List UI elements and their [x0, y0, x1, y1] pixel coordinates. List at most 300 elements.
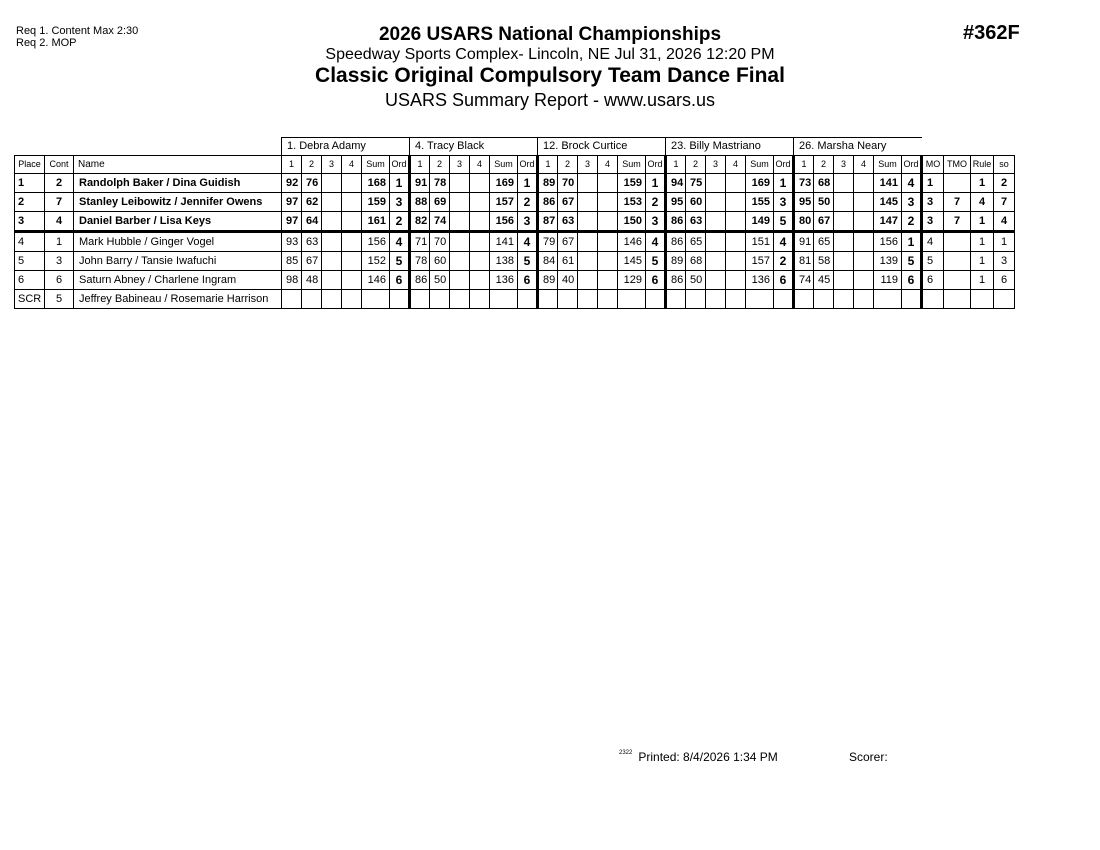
judge1-score-cell	[342, 193, 362, 212]
col-header-judge1-3: 3	[322, 156, 342, 174]
team-name-cell: Stanley Leibowitz / Jennifer Owens	[74, 193, 282, 212]
judge1-sum-cell	[362, 290, 390, 309]
col-header-judge1-ord: Ord	[390, 156, 410, 174]
judge1-ord-cell: 1	[390, 174, 410, 193]
so-cell: 2	[994, 174, 1015, 193]
judge2-score-cell	[470, 193, 490, 212]
judge4-sum-cell: 157	[746, 252, 774, 271]
rule-cell: 1	[971, 271, 994, 290]
so-cell: 1	[994, 232, 1015, 252]
col-header-judge3-sum: Sum	[618, 156, 646, 174]
mo-cell	[922, 290, 944, 309]
table-row	[15, 193, 1015, 212]
judge5-ord-cell: 4	[902, 174, 922, 193]
team-name-cell: Randolph Baker / Dina Guidish	[74, 174, 282, 193]
cont-cell: 2	[45, 174, 74, 193]
place-cell: 3	[15, 212, 45, 232]
judge5-score-cell: 91	[794, 232, 814, 252]
rule-cell: 1	[971, 212, 994, 232]
cont-cell: 3	[45, 252, 74, 271]
col-header-judge2-3: 3	[450, 156, 470, 174]
so-cell	[994, 290, 1015, 309]
requirements-block	[16, 25, 138, 49]
col-header-judge1-2: 2	[302, 156, 322, 174]
judge2-score-cell: 70	[430, 232, 450, 252]
judge4-score-cell: 75	[686, 174, 706, 193]
judge3-sum-cell: 145	[618, 252, 646, 271]
judge1-score-cell	[322, 232, 342, 252]
judge1-score-cell: 62	[302, 193, 322, 212]
col-header-judge1-1: 1	[282, 156, 302, 174]
judge5-ord-cell: 1	[902, 232, 922, 252]
judge3-score-cell	[558, 290, 578, 309]
judge5-score-cell: 74	[794, 271, 814, 290]
judge1-score-cell	[322, 193, 342, 212]
judge5-score-cell	[794, 290, 814, 309]
judge4-score-cell	[706, 174, 726, 193]
judge3-score-cell	[578, 252, 598, 271]
judge3-score-cell: 61	[558, 252, 578, 271]
judge4-ord-cell: 6	[774, 271, 794, 290]
judge2-score-cell	[450, 252, 470, 271]
table-row	[15, 174, 1015, 193]
tmo-cell	[944, 252, 971, 271]
printed-info	[619, 750, 778, 764]
col-header-judge3-4: 4	[598, 156, 618, 174]
judge3-score-cell	[538, 290, 558, 309]
rule-cell: 1	[971, 252, 994, 271]
judge4-score-cell	[726, 290, 746, 309]
judge3-score-cell	[578, 174, 598, 193]
judge2-ord-cell: 5	[518, 252, 538, 271]
judge2-score-cell: 86	[410, 271, 430, 290]
judge3-score-cell: 67	[558, 232, 578, 252]
judge3-score-cell: 89	[538, 271, 558, 290]
col-header-judge2-4: 4	[470, 156, 490, 174]
tmo-cell	[944, 174, 971, 193]
judge4-score-cell	[706, 212, 726, 232]
judge2-score-cell: 60	[430, 252, 450, 271]
judge2-score-cell	[470, 232, 490, 252]
report-header	[250, 24, 850, 111]
judge3-score-cell	[578, 212, 598, 232]
judge1-ord-cell: 6	[390, 271, 410, 290]
cont-cell: 7	[45, 193, 74, 212]
judge4-sum-cell: 155	[746, 193, 774, 212]
judge4-score-cell	[726, 174, 746, 193]
judge3-score-cell	[598, 271, 618, 290]
judge4-score-cell: 60	[686, 193, 706, 212]
rule-cell: 1	[971, 232, 994, 252]
judge3-ord-cell: 1	[646, 174, 666, 193]
judge1-sum-cell: 159	[362, 193, 390, 212]
judge2-score-cell	[450, 271, 470, 290]
judge2-score-cell	[470, 290, 490, 309]
col-header-judge5-2: 2	[814, 156, 834, 174]
judge2-score-cell	[470, 252, 490, 271]
judge5-score-cell: 73	[794, 174, 814, 193]
col-header-judge2-ord: Ord	[518, 156, 538, 174]
judge3-score-cell: 40	[558, 271, 578, 290]
col-header-judge4-3: 3	[706, 156, 726, 174]
judge2-score-cell	[450, 174, 470, 193]
judge4-score-cell: 95	[666, 193, 686, 212]
judge3-score-cell	[598, 232, 618, 252]
judge3-score-cell	[598, 212, 618, 232]
judge5-score-cell	[854, 174, 874, 193]
judge-name-3: 12. Brock Curtice	[538, 138, 666, 156]
event-title: Classic Original Compulsory Team Dance Final	[315, 64, 785, 87]
judge4-score-cell	[726, 232, 746, 252]
col-header-judge4-4: 4	[726, 156, 746, 174]
col-header-judge5-1: 1	[794, 156, 814, 174]
judge4-score-cell	[726, 271, 746, 290]
judge3-ord-cell: 6	[646, 271, 666, 290]
col-header-judge2-1: 1	[410, 156, 430, 174]
judge5-score-cell	[854, 212, 874, 232]
judge1-ord-cell: 4	[390, 232, 410, 252]
judge5-score-cell: 58	[814, 252, 834, 271]
judge5-score-cell	[854, 193, 874, 212]
judge2-score-cell: 88	[410, 193, 430, 212]
judge3-sum-cell: 146	[618, 232, 646, 252]
judge5-score-cell	[834, 252, 854, 271]
judge4-sum-cell: 136	[746, 271, 774, 290]
col-header-judge4-ord: Ord	[774, 156, 794, 174]
judge3-score-cell: 63	[558, 212, 578, 232]
scorer-label: Scorer:	[849, 750, 888, 764]
judge1-score-cell	[342, 252, 362, 271]
judge1-score-cell: 63	[302, 232, 322, 252]
judge4-score-cell	[726, 193, 746, 212]
judge1-score-cell	[322, 271, 342, 290]
judge1-score-cell	[342, 174, 362, 193]
mo-cell: 3	[922, 212, 944, 232]
judge5-ord-cell: 6	[902, 271, 922, 290]
col-header-place: Place	[15, 156, 45, 174]
judge5-score-cell: 67	[814, 212, 834, 232]
place-cell: 6	[15, 271, 45, 290]
judge4-sum-cell: 169	[746, 174, 774, 193]
judge3-sum-cell: 159	[618, 174, 646, 193]
judge4-score-cell: 68	[686, 252, 706, 271]
judge4-sum-cell: 151	[746, 232, 774, 252]
judge4-ord-cell: 4	[774, 232, 794, 252]
judge2-ord-cell: 6	[518, 271, 538, 290]
judge2-score-cell: 91	[410, 174, 430, 193]
judge4-score-cell	[666, 290, 686, 309]
col-header-name: Name	[74, 156, 282, 174]
team-name-cell: John Barry / Tansie Iwafuchi	[74, 252, 282, 271]
judge5-score-cell: 95	[794, 193, 814, 212]
judge4-score-cell	[726, 252, 746, 271]
judge2-sum-cell: 138	[490, 252, 518, 271]
judge1-score-cell: 48	[302, 271, 322, 290]
so-cell: 4	[994, 212, 1015, 232]
judge3-ord-cell: 2	[646, 193, 666, 212]
col-header-judge4-sum: Sum	[746, 156, 774, 174]
judge1-score-cell	[322, 252, 342, 271]
so-cell: 3	[994, 252, 1015, 271]
judge1-score-cell: 98	[282, 271, 302, 290]
judge-name-5: 26. Marsha Neary	[794, 138, 922, 156]
judge3-score-cell	[578, 193, 598, 212]
judge4-score-cell: 94	[666, 174, 686, 193]
judge4-ord-cell: 3	[774, 193, 794, 212]
cont-cell: 1	[45, 232, 74, 252]
judge5-score-cell	[854, 290, 874, 309]
judge4-score-cell	[706, 252, 726, 271]
judge4-score-cell	[726, 212, 746, 232]
judge3-ord-cell	[646, 290, 666, 309]
col-header-judge4-1: 1	[666, 156, 686, 174]
judge3-sum-cell: 129	[618, 271, 646, 290]
col-header-judge5-ord: Ord	[902, 156, 922, 174]
judge4-score-cell: 63	[686, 212, 706, 232]
judge5-score-cell: 68	[814, 174, 834, 193]
judge-name-4: 23. Billy Mastriano	[666, 138, 794, 156]
place-cell: 5	[15, 252, 45, 271]
tmo-cell: 7	[944, 193, 971, 212]
judge2-sum-cell: 157	[490, 193, 518, 212]
col-header-mo: MO	[922, 156, 944, 174]
team-name-cell: Mark Hubble / Ginger Vogel	[74, 232, 282, 252]
judge1-score-cell: 76	[302, 174, 322, 193]
judge2-sum-cell: 136	[490, 271, 518, 290]
judge3-score-cell	[598, 290, 618, 309]
requirement-2: Req 2. MOP	[16, 37, 77, 49]
judge5-score-cell	[854, 252, 874, 271]
judge4-score-cell: 50	[686, 271, 706, 290]
judge2-score-cell: 71	[410, 232, 430, 252]
col-header-judge1-4: 4	[342, 156, 362, 174]
judge3-sum-cell: 150	[618, 212, 646, 232]
judge3-ord-cell: 4	[646, 232, 666, 252]
judge2-ord-cell: 2	[518, 193, 538, 212]
judge4-score-cell	[706, 193, 726, 212]
table-row	[15, 290, 1015, 309]
judge5-ord-cell: 3	[902, 193, 922, 212]
col-header-judge3-ord: Ord	[646, 156, 666, 174]
col-header-cont: Cont	[45, 156, 74, 174]
judge1-score-cell: 67	[302, 252, 322, 271]
judge-header-row	[15, 138, 1015, 156]
col-header-judge5-sum: Sum	[874, 156, 902, 174]
col-header-judge1-sum: Sum	[362, 156, 390, 174]
judge5-ord-cell: 2	[902, 212, 922, 232]
judge2-ord-cell: 4	[518, 232, 538, 252]
judge5-sum-cell: 147	[874, 212, 902, 232]
judge2-score-cell: 78	[430, 174, 450, 193]
judge3-score-cell	[578, 232, 598, 252]
judge2-score-cell	[450, 232, 470, 252]
table-row	[15, 232, 1015, 252]
judge1-score-cell: 97	[282, 193, 302, 212]
judge1-score-cell	[342, 212, 362, 232]
judge2-sum-cell: 156	[490, 212, 518, 232]
judge4-score-cell: 86	[666, 212, 686, 232]
col-header-judge3-1: 1	[538, 156, 558, 174]
rule-cell	[971, 290, 994, 309]
judge2-score-cell: 74	[430, 212, 450, 232]
tmo-cell	[944, 271, 971, 290]
judge1-score-cell	[342, 232, 362, 252]
judge5-sum-cell	[874, 290, 902, 309]
mo-cell: 1	[922, 174, 944, 193]
mo-cell: 5	[922, 252, 944, 271]
judge1-score-cell	[322, 174, 342, 193]
judge5-score-cell: 50	[814, 193, 834, 212]
judge3-score-cell: 79	[538, 232, 558, 252]
judge-name-2: 4. Tracy Black	[410, 138, 538, 156]
table-row	[15, 212, 1015, 232]
col-header-judge4-2: 2	[686, 156, 706, 174]
judge4-score-cell: 86	[666, 232, 686, 252]
so-cell: 6	[994, 271, 1015, 290]
place-cell: SCR	[15, 290, 45, 309]
judge2-score-cell: 82	[410, 212, 430, 232]
mo-cell: 6	[922, 271, 944, 290]
judge1-ord-cell: 3	[390, 193, 410, 212]
judge3-score-cell: 84	[538, 252, 558, 271]
judge2-ord-cell: 1	[518, 174, 538, 193]
judge5-ord-cell	[902, 290, 922, 309]
judge1-sum-cell: 161	[362, 212, 390, 232]
judge3-score-cell	[578, 290, 598, 309]
judge2-score-cell	[470, 174, 490, 193]
judge2-score-cell	[410, 290, 430, 309]
place-cell: 1	[15, 174, 45, 193]
judge4-score-cell	[706, 290, 726, 309]
judge4-ord-cell: 2	[774, 252, 794, 271]
judge-name-1: 1. Debra Adamy	[282, 138, 410, 156]
place-cell: 4	[15, 232, 45, 252]
judge2-score-cell	[430, 290, 450, 309]
col-header-judge3-3: 3	[578, 156, 598, 174]
judge2-score-cell	[450, 290, 470, 309]
judge1-score-cell	[342, 290, 362, 309]
table-row	[15, 271, 1015, 290]
judge2-ord-cell	[518, 290, 538, 309]
rule-cell: 4	[971, 193, 994, 212]
summary-table	[14, 137, 1015, 309]
judge5-score-cell: 81	[794, 252, 814, 271]
cont-cell: 6	[45, 271, 74, 290]
place-cell: 2	[15, 193, 45, 212]
judge2-score-cell: 78	[410, 252, 430, 271]
judge3-score-cell	[598, 252, 618, 271]
judge3-sum-cell: 153	[618, 193, 646, 212]
so-cell: 7	[994, 193, 1015, 212]
event-code: #362F	[963, 22, 1020, 44]
team-name-cell: Jeffrey Babineau / Rosemarie Harrison	[74, 290, 282, 309]
judge1-score-cell: 92	[282, 174, 302, 193]
judge-header-spacer-right	[922, 138, 1015, 156]
judge5-ord-cell: 5	[902, 252, 922, 271]
report-subtitle: USARS Summary Report - www.usars.us	[384, 90, 716, 110]
cont-cell: 4	[45, 212, 74, 232]
judge5-sum-cell: 139	[874, 252, 902, 271]
judge5-score-cell	[814, 290, 834, 309]
judge5-score-cell	[834, 212, 854, 232]
judge4-sum-cell: 149	[746, 212, 774, 232]
judge5-score-cell	[854, 271, 874, 290]
requirement-1: Req 1. Content Max 2:30	[16, 25, 139, 37]
judge1-ord-cell: 2	[390, 212, 410, 232]
judge5-score-cell	[834, 174, 854, 193]
judge1-score-cell	[282, 290, 302, 309]
judge4-sum-cell	[746, 290, 774, 309]
tmo-cell	[944, 290, 971, 309]
judge5-sum-cell: 156	[874, 232, 902, 252]
judge4-score-cell: 86	[666, 271, 686, 290]
judge-header-spacer	[15, 138, 282, 156]
judge1-ord-cell	[390, 290, 410, 309]
judge2-score-cell: 50	[430, 271, 450, 290]
judge3-ord-cell: 3	[646, 212, 666, 232]
col-header-judge2-2: 2	[430, 156, 450, 174]
judge5-score-cell	[834, 193, 854, 212]
rule-cell: 1	[971, 174, 994, 193]
judge1-ord-cell: 5	[390, 252, 410, 271]
mo-cell: 4	[922, 232, 944, 252]
judge4-score-cell: 89	[666, 252, 686, 271]
judge2-ord-cell: 3	[518, 212, 538, 232]
judge5-score-cell	[834, 271, 854, 290]
judge1-score-cell	[322, 290, 342, 309]
judge1-score-cell	[322, 212, 342, 232]
judge4-ord-cell	[774, 290, 794, 309]
col-header-judge2-sum: Sum	[490, 156, 518, 174]
judge4-score-cell: 65	[686, 232, 706, 252]
judge1-score-cell: 64	[302, 212, 322, 232]
mo-cell: 3	[922, 193, 944, 212]
judge4-ord-cell: 1	[774, 174, 794, 193]
judge4-score-cell	[686, 290, 706, 309]
judge1-sum-cell: 146	[362, 271, 390, 290]
judge1-sum-cell: 168	[362, 174, 390, 193]
judge3-score-cell	[598, 174, 618, 193]
judge1-sum-cell: 152	[362, 252, 390, 271]
judge1-score-cell	[302, 290, 322, 309]
judge3-score-cell: 70	[558, 174, 578, 193]
championship-title: 2026 USARS National Championships	[378, 24, 722, 45]
judge3-score-cell: 86	[538, 193, 558, 212]
judge5-score-cell: 80	[794, 212, 814, 232]
judge4-score-cell	[706, 232, 726, 252]
printed-date: Printed: 8/4/2026 1:34 PM	[638, 750, 778, 764]
tmo-cell	[944, 232, 971, 252]
judge3-score-cell	[578, 271, 598, 290]
printed-tiny-code: 2322	[619, 750, 633, 756]
judge4-ord-cell: 5	[774, 212, 794, 232]
col-header-judge5-4: 4	[854, 156, 874, 174]
column-header-row	[15, 156, 1015, 174]
judge1-sum-cell: 156	[362, 232, 390, 252]
table-row	[15, 252, 1015, 271]
tmo-cell: 7	[944, 212, 971, 232]
team-name-cell: Daniel Barber / Lisa Keys	[74, 212, 282, 232]
judge2-sum-cell: 141	[490, 232, 518, 252]
col-header-judge5-3: 3	[834, 156, 854, 174]
judge3-score-cell	[598, 193, 618, 212]
col-header-tmo: TMO	[944, 156, 971, 174]
judge3-score-cell: 89	[538, 174, 558, 193]
judge2-score-cell: 69	[430, 193, 450, 212]
judge5-sum-cell: 119	[874, 271, 902, 290]
judge2-score-cell	[450, 212, 470, 232]
judge2-sum-cell	[490, 290, 518, 309]
